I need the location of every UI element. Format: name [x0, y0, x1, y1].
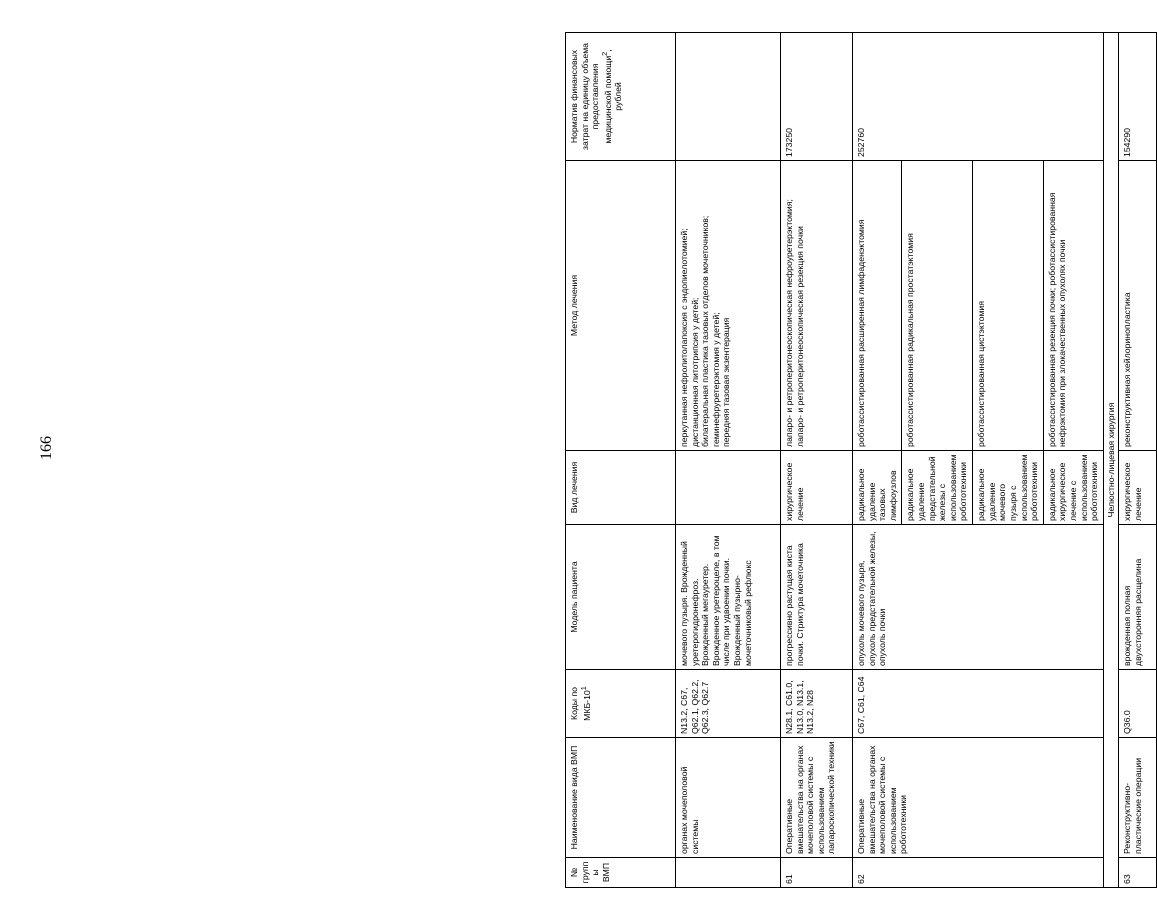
cell-norm: 252760 — [853, 33, 1104, 161]
cell-num: 62 — [853, 858, 1104, 888]
cell-model: прогрессивно растущая киста почки. Стриктура мочеточника — [781, 525, 853, 670]
cell-name: органах мочеполовой системы — [676, 738, 781, 858]
cell-codes: C67, C61, C64 — [853, 670, 1104, 738]
rotated-table-container — [565, 33, 1144, 888]
header-type: Вид лечения — [566, 451, 676, 525]
cell-model: опухоль мочевого пузыря, опухоль предстательной железы, опухоль почки — [853, 525, 1104, 670]
header-codes: Коды по МКБ-$10^1$ — [566, 670, 676, 738]
cell-name: Оперативные вмешательства на органах мочеполовой системы с использованием робототехники — [853, 738, 1104, 858]
header-method: Метод лечения — [566, 161, 676, 451]
table-row-62a — [853, 33, 902, 888]
cell-codes: N13.2, C67, Q62.1, Q62.2, Q62.3, Q62.7 — [676, 670, 781, 738]
header-num: № группы ВМП — [566, 858, 676, 888]
cell-method: перкутанная нефролитолапоксия с эндопиелотомией; дистанционная литотрипсия у детей; билатеральная пластика тазовых отделов мочеточников; геминефруретерэктомия у детей; передняя тазовая экзентерация — [676, 161, 781, 451]
cell-method: роботассистированная радикальная простатэктомия — [902, 161, 973, 451]
table-row-61 — [781, 33, 853, 888]
cell-num: 63 — [1119, 858, 1157, 888]
cell-name: Оперативные вмешательства на органах мочеполовой системы с использованием лапароскопической техники — [781, 738, 853, 858]
table-row-continuation — [676, 33, 781, 888]
cell-norm: 173250 — [781, 33, 853, 161]
cell-norm: 154290 — [1119, 33, 1157, 161]
cell-model: мочевого пузыря. Врожденный уретерогидронефроз. Врожденный мегауретер. Врожденное уретероцеле, в том числе при удвоении почки. Врожденный пузырно-мочеточниковый рефлюкс — [676, 525, 781, 670]
header-name: Наименование вида ВМП — [566, 738, 676, 858]
cell-type: радикальное хирургическое лечение с использованием робототехники — [1043, 451, 1103, 525]
page-number: 166 — [38, 436, 55, 460]
cell-type: хирургическое лечение — [1119, 451, 1157, 525]
cell-type: хирургическое лечение — [781, 451, 853, 525]
cell-num: 61 — [781, 858, 853, 888]
cell-method: реконструктивная хейлоринопластика — [1119, 161, 1157, 451]
cell-type: радикальное удаление мочевого пузыря с использованием робототехники — [973, 451, 1044, 525]
cell-model: врожденная полная двухсторонняя расщелина — [1119, 525, 1157, 670]
header-norm: Норматив финансовых затрат на единицу объема предоставления медицинской помощи$^2$, рублей — [566, 33, 676, 161]
section-row — [1103, 33, 1119, 888]
cell-method: роботассистированная расширенная лимфаденэктомия — [853, 161, 902, 451]
table-row-63 — [1119, 33, 1157, 888]
cell-codes: N28.1, C61.0, N13.0, N13.1, N13.2, N28 — [781, 670, 853, 738]
cell-type: радикальное удаление предстательной железы с использованием робототехники — [902, 451, 973, 525]
cell-codes: Q36.0 — [1119, 670, 1157, 738]
vmp-table — [565, 32, 1157, 888]
section-title: Челюстно-лицевая хирургия — [1103, 33, 1119, 888]
cell-method: лапаро- и ретроперитонеоскопическая нефроуретерэктомия; лапаро- и ретроперитонеоскопическая резекция почки — [781, 161, 853, 451]
cell-type: радикальное удаление тазовых лимфоузлов — [853, 451, 902, 525]
header-model: Модель пациента — [566, 525, 676, 670]
cell-name: Реконструктивно-пластические операции — [1119, 738, 1157, 858]
cell-method: роботассистированная резекция почки; роботассистированная нефрэктомия при злокачественных опухолях почки — [1043, 161, 1103, 451]
cell-method: роботассистированная цистэктомия — [973, 161, 1044, 451]
